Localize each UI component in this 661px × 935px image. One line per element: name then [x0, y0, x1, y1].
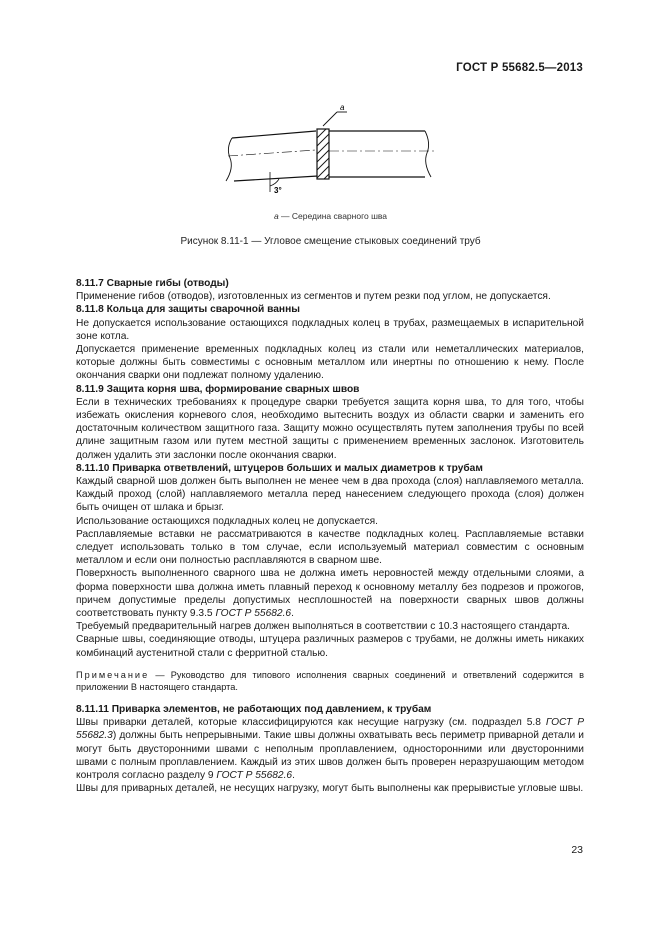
paragraph: Сварные швы, соединяющие отводы, штуцера различных размеров с трубами, не должны иметь никаких комбинаций аустенитной стали с ферритной сталью. — [76, 634, 584, 659]
note-label: Примечание — [76, 669, 150, 680]
paragraph: Не допускается использование остающихся подкладных колец в трубах, размещаемых в испарительной зоне котла. — [76, 317, 584, 342]
paragraph: Применение гибов (отводов), изготовленных из сегментов и путем резки под углом, не допускается. — [76, 291, 551, 303]
paragraph: Швы для приварных деталей, не несущих нагрузку, могут быть выполнены как прерывистые угловые швы. — [76, 783, 584, 795]
pipe-joint-figure — [220, 100, 440, 200]
paragraph: Швы приварки деталей, которые классифицируются как несущие нагрузку (см. подраздел 5.8 ГОСТ Р 55682.3) должны быть непрерывными. Такие швы должны охватывать весь периметр приварной детали и могут быть двусторонними швами с неполным проплавлением, односторонними или двусторонними швами с полным проплавлением. Каждый из этих швов должен быть проверен неразрушающим методом контроля согласно разделу 9 ГОСТ Р 55682.6. — [76, 717, 584, 781]
weld-seam — [317, 112, 347, 179]
paragraph: Использование остающихся подкладных колец не допускается. — [76, 515, 378, 527]
page-number: 23 — [571, 844, 583, 856]
section-heading: 8.11.8 Кольца для защиты сварочной ванны — [76, 304, 300, 316]
marker-letter: a — [340, 103, 345, 112]
legend-text: — Середина сварного шва — [278, 211, 388, 221]
standard-reference: ГОСТ Р 55682.3 — [76, 717, 584, 742]
note-text: — Руководство для типового исполнения сварных соединений и ответвлений содержится в приложении В настоящего стандарта. — [76, 669, 584, 692]
section-heading: 8.11.7 Сварные гибы (отводы) — [76, 278, 229, 289]
note — [76, 669, 584, 693]
section-heading: 8.11.11 Приварка элементов, не работающих под давлением, к трубам — [76, 703, 432, 715]
legend-symbol: a — [273, 211, 279, 221]
angle-label: 3° — [274, 186, 282, 195]
standard-designation: ГОСТ Р 55682.5—2013 — [456, 62, 583, 74]
paragraph: Поверхность выполненного сварного шва не должна иметь неровностей между отдельными слоями, а форма поверхности шва должна иметь плавный переход к основному металлу без подрезов и прожогов, причем допустимые пределы допустимых несплошностей на поверхности сварных швов должны соответствовать пункту 9.3.5 ГОСТ Р 55682.6. — [76, 568, 584, 620]
document-body — [76, 277, 584, 795]
standard-reference: ГОСТ Р 55682.6 — [215, 608, 292, 620]
paragraph: Расплавляемые вставки не рассматриваются в качестве подкладных колец. Расплавляемые вставки следует использовать только в том случае, если используемый материал совместим с основным металлом и если они полностью расплавляются в сварном шве. — [76, 528, 584, 567]
left-pipe — [226, 131, 318, 181]
figure-legend — [0, 211, 661, 221]
paragraph: Каждый сварной шов должен быть выполнен не менее чем в два прохода (слоя) наплавляемого металла. Каждый проход (слой) наплавляемого металла перед нанесением следующего прохода (слоя) должен быть очищен от шлака и брызг. — [76, 476, 584, 514]
figure-caption: Рисунок 8.11-1 — Угловое смещение стыковых соединений труб — [180, 236, 481, 247]
section-heading: 8.11.10 Приварка ответвлений, штуцеров больших и малых диаметров к трубам — [76, 462, 483, 474]
paragraph: Допускается применение временных подкладных колец из стали или неметаллических материалов, которые должны быть совместимы с основным металлом или инертны по отношению к нему. После окончания сварки они подлежат полному удалению. — [76, 344, 584, 382]
right-pipe — [329, 131, 434, 177]
section-heading: 8.11.9 Защита корня шва, формирование сварных швов — [76, 383, 360, 395]
standard-reference: ГОСТ Р 55682.6 — [216, 769, 293, 781]
paragraph: Требуемый предварительный нагрев должен выполняться в соответствии с 10.3 настоящего стандарта. — [76, 621, 570, 633]
paragraph: Если в технических требованиях к процедуре сварки требуется защита корня шва, то для того, чтобы избежать окисления корневого слоя, необходимо вытеснить воздух из области сварки и заменить его достаточным количеством защитного газа. Защиту можно осуществлять путем заполнения трубы по всей длине защитным газом или путем местной защиты с применением временных заслонок. Изготовитель должен удалить эти заслонки после окончания сварки. — [76, 396, 584, 461]
